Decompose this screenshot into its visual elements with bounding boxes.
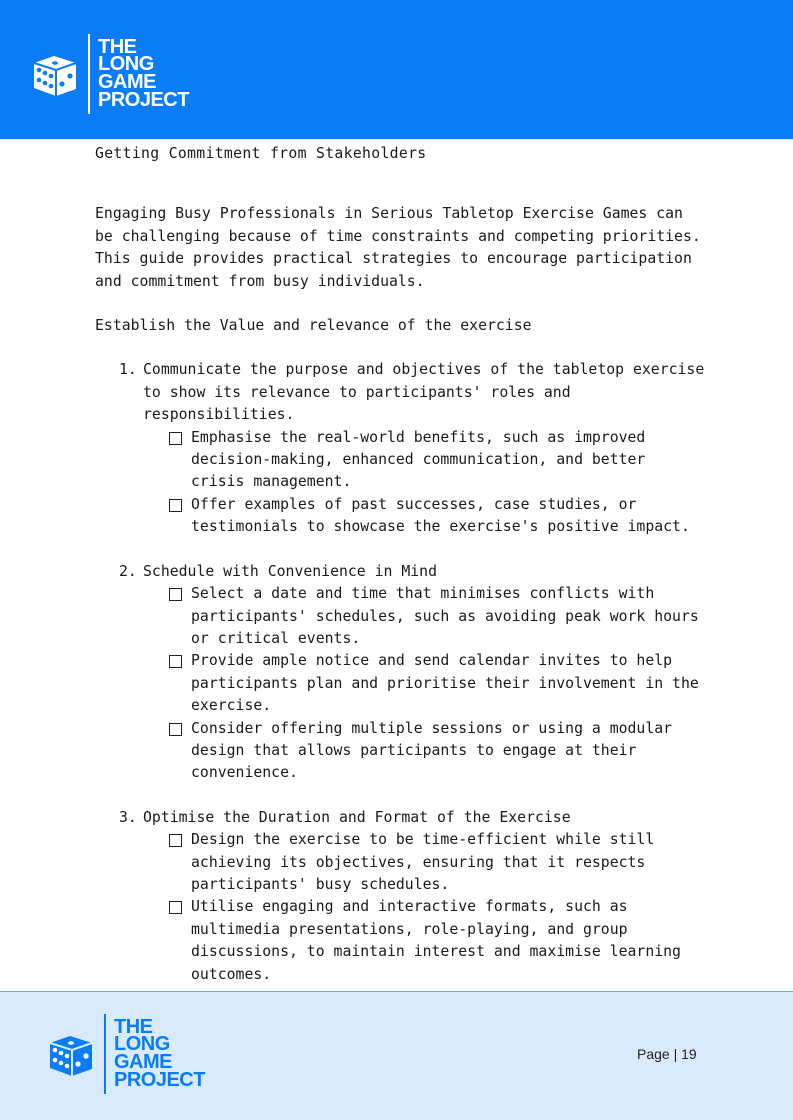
section-heading: Establish the Value and relevance of the exercise xyxy=(95,317,532,335)
header-logo xyxy=(30,34,189,114)
list-item xyxy=(95,561,705,785)
list-item xyxy=(95,359,705,538)
logo-divider xyxy=(104,1014,106,1094)
page-header xyxy=(0,0,793,139)
footer-logo xyxy=(46,1014,205,1094)
document-body xyxy=(95,141,705,1008)
checkbox-item: Utilise engaging and interactive formats, such as multimedia presentations, role-playing, and group discussions, to maintain interest and maximise learning outcomes. xyxy=(143,896,705,986)
item-text: Schedule with Convenience in Mind xyxy=(143,562,437,580)
numbered-list xyxy=(95,359,705,986)
checkbox-list xyxy=(143,427,705,539)
item-text: Communicate the purpose and objectives of the tabletop exercise to show its relevance to participants' roles and responsibilities. xyxy=(143,361,705,424)
logo-wordmark: THE LONG GAME PROJECT xyxy=(114,1015,205,1091)
item-number: 3. xyxy=(119,808,137,826)
checkbox-icon[interactable] xyxy=(169,901,182,914)
checkbox-icon[interactable] xyxy=(169,432,182,445)
item-text: Optimise the Duration and Format of the Exercise xyxy=(143,808,571,826)
logo-divider xyxy=(88,34,90,114)
checkbox-icon[interactable] xyxy=(169,588,182,601)
checkbox-icon[interactable] xyxy=(169,499,182,512)
dice-icon xyxy=(46,1028,98,1080)
intro-paragraph: Engaging Busy Professionals in Serious Tabletop Exercise Games can be challenging because of time constraints and competing priorities. This guide provides practical strategies to encourage participation and commitment from busy individuals. xyxy=(95,205,701,290)
checkbox-item: Select a date and time that minimises conflicts with participants' schedules, such as avoiding peak work hours or critical events. xyxy=(143,583,705,650)
checkbox-icon[interactable] xyxy=(169,655,182,668)
item-number: 2. xyxy=(119,562,137,580)
checkbox-item: Design the exercise to be time-efficient while still achieving its objectives, ensuring that it respects participants' busy schedules. xyxy=(143,829,705,896)
checkbox-item: Emphasise the real-world benefits, such as improved decision-making, enhanced communication, and better crisis management. xyxy=(143,427,705,494)
page-title: Getting Commitment from Stakeholders xyxy=(95,145,427,162)
item-number: 1. xyxy=(119,361,137,379)
checkbox-icon[interactable] xyxy=(169,834,182,847)
list-item xyxy=(95,807,705,986)
checkbox-list xyxy=(143,583,705,785)
page-number: Page | 19 xyxy=(637,1046,697,1062)
checkbox-icon[interactable] xyxy=(169,723,182,736)
checkbox-item: Offer examples of past successes, case studies, or testimonials to showcase the exercise's positive impact. xyxy=(143,494,705,539)
checkbox-list xyxy=(143,829,705,986)
checkbox-item: Consider offering multiple sessions or using a modular design that allows participants to engage at their convenience. xyxy=(143,718,705,785)
logo-wordmark: THE LONG GAME PROJECT xyxy=(98,35,189,111)
checkbox-item: Provide ample notice and send calendar invites to help participants plan and prioritise their involvement in the exercise. xyxy=(143,650,705,717)
dice-icon xyxy=(30,48,82,100)
